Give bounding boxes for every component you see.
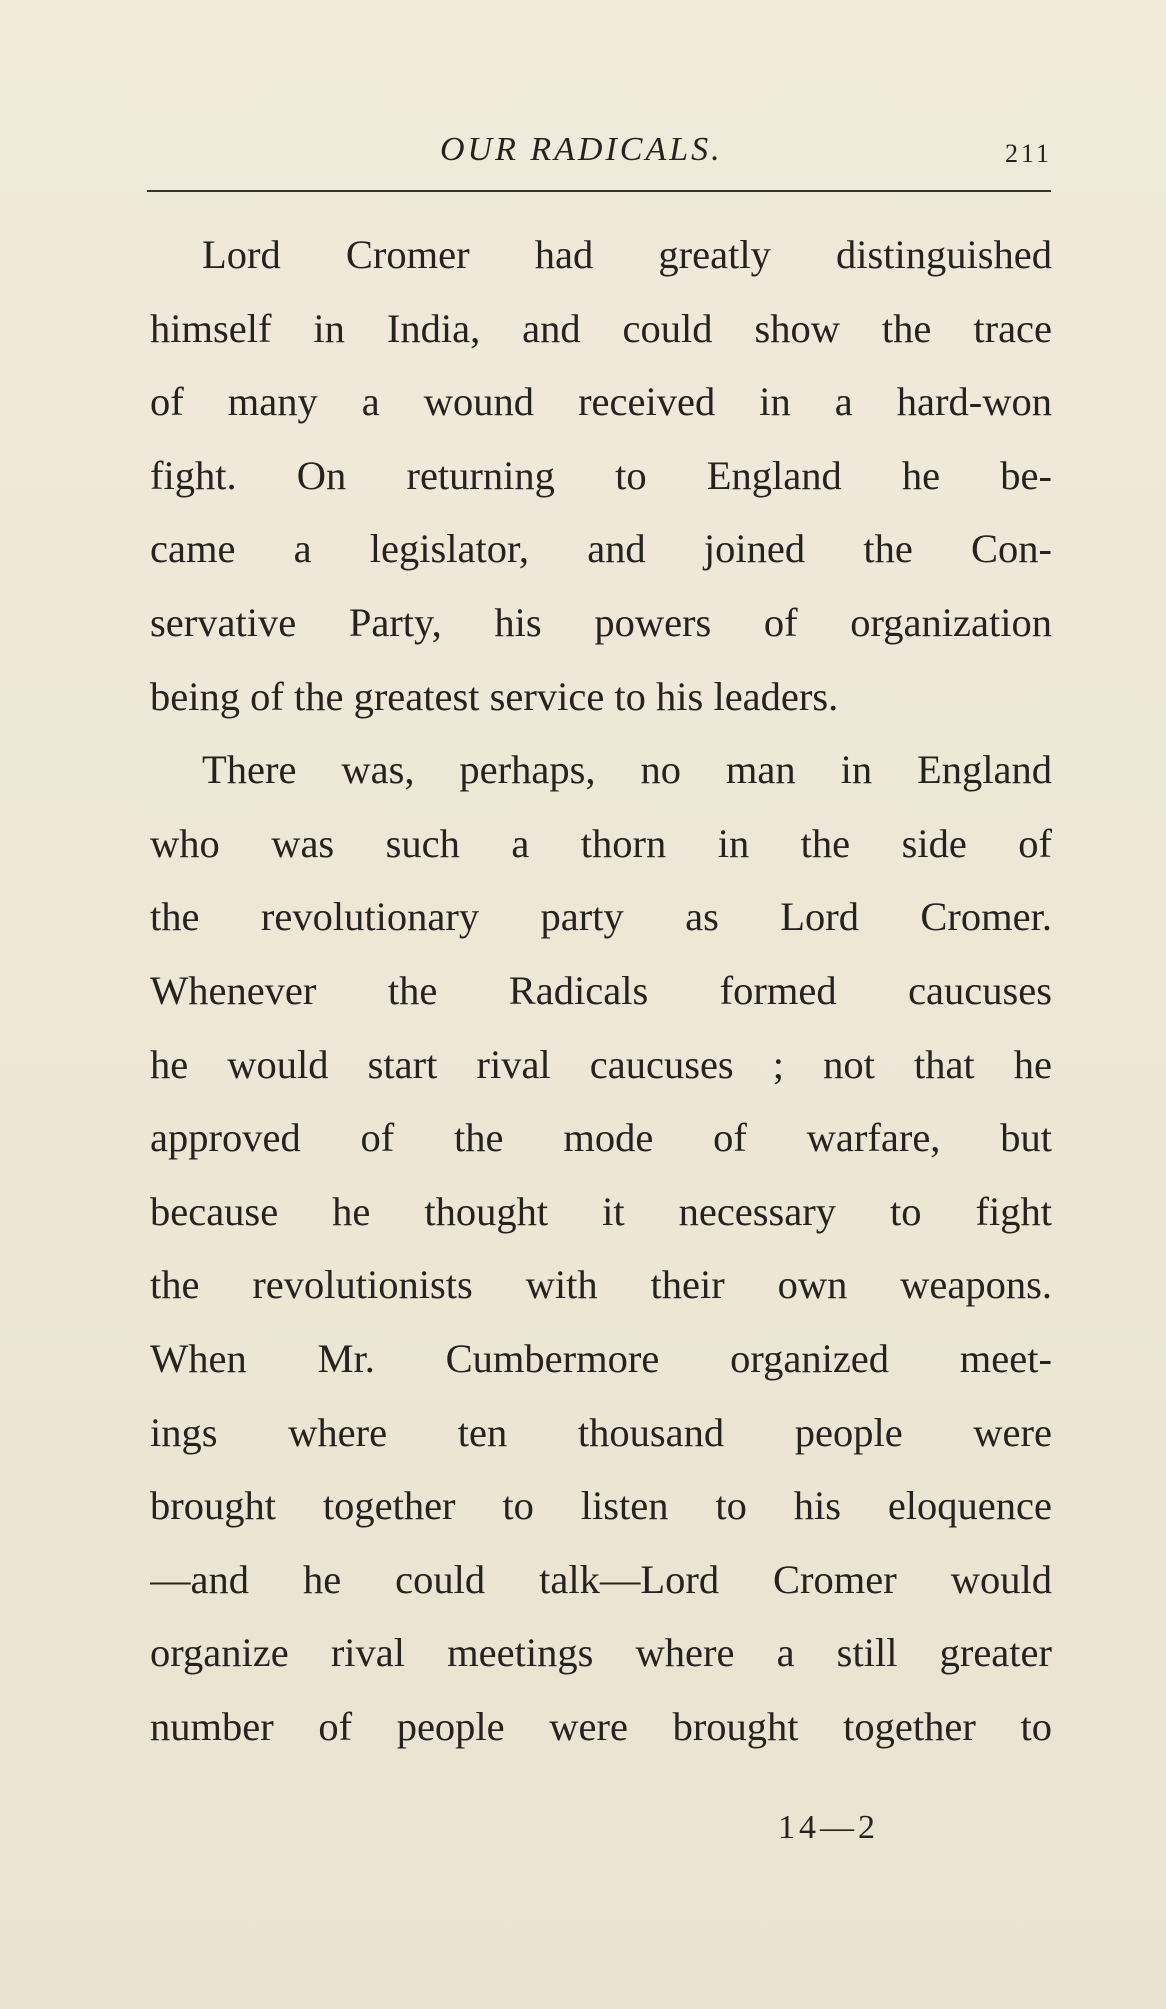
text-line: being of the greatest service to his leaders.: [150, 673, 839, 719]
text-line: fight. On returning to England he be-: [150, 452, 1052, 498]
text-line: —and he could talk—Lord Cromer would: [150, 1556, 1052, 1602]
text-line: number of people were brought together to: [150, 1703, 1052, 1749]
text-line: the revolutionary party as Lord Cromer.: [150, 894, 1052, 940]
text-line: of many a wound received in a hard-won: [150, 379, 1052, 425]
text-line: himself in India, and could show the trace: [150, 305, 1052, 351]
text-line: who was such a thorn in the side of: [150, 820, 1052, 866]
text-line: servative Party, his powers of organization: [150, 599, 1052, 645]
text-line: Whenever the Radicals formed caucuses: [150, 967, 1052, 1013]
text-line: ings where ten thousand people were: [150, 1409, 1052, 1455]
text-line: Lord Cromer had greatly distinguished: [202, 232, 1052, 277]
text-line: organize rival meetings where a still greater: [150, 1630, 1052, 1676]
body-text: [150, 218, 1052, 1763]
text-line: the revolutionists with their own weapons.: [150, 1262, 1052, 1308]
text-line: There was, perhaps, no man in England: [202, 747, 1052, 793]
text-line: came a legislator, and joined the Con-: [150, 526, 1052, 572]
page-number: 211: [1004, 139, 1052, 168]
header-rule: [147, 190, 1051, 192]
text-line: because he thought it necessary to fight: [150, 1188, 1052, 1234]
text-line: When Mr. Cumbermore organized meet-: [150, 1335, 1052, 1381]
running-title: OUR RADICALS.: [440, 131, 723, 168]
text-line: brought together to listen to his eloquence: [150, 1483, 1052, 1529]
text-line: approved of the mode of warfare, but: [150, 1115, 1052, 1161]
text-line: he would start rival caucuses ; not that he: [150, 1041, 1052, 1087]
running-head: [150, 128, 1052, 172]
signature-mark: 14—2: [778, 1809, 879, 1846]
